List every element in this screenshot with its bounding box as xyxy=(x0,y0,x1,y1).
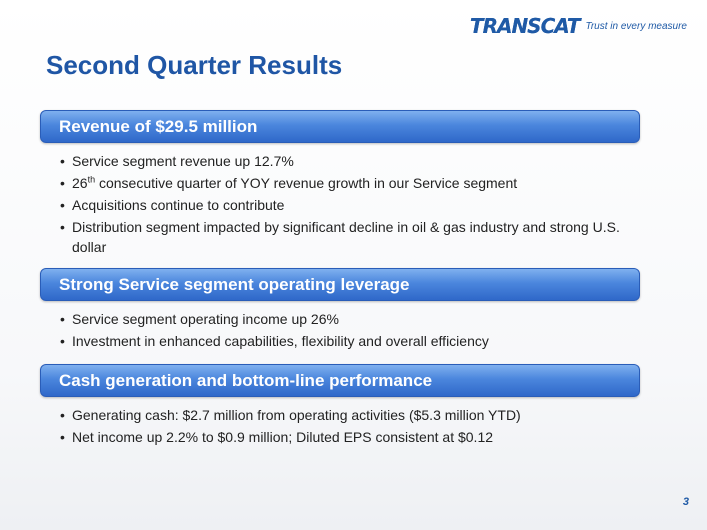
bullet-text-prefix: 26 xyxy=(72,175,88,191)
section-header-bar xyxy=(40,110,640,143)
section-heading: Strong Service segment operating leverage xyxy=(59,274,410,294)
bullet-item xyxy=(60,173,640,193)
section-revenue xyxy=(40,110,640,259)
bullet-item: • Service segment operating income up 26% xyxy=(60,309,640,329)
bullet-item: • Distribution segment impacted by significant decline in oil & gas industry and strong U.S. dollar xyxy=(60,217,640,257)
page-number: 3 xyxy=(682,496,689,508)
bullet-item: • Net income up 2.2% to $0.9 million; Diluted EPS consistent at $0.12 xyxy=(60,427,640,447)
logo-wordmark: TRANSCAT xyxy=(469,14,580,38)
bullet-item: • Acquisitions continue to contribute xyxy=(60,195,640,215)
bullet-list xyxy=(40,151,640,257)
section-heading: Revenue of $29.5 million xyxy=(59,116,258,136)
bullet-superscript: th xyxy=(87,174,96,185)
section-header-bar xyxy=(40,364,640,397)
bullet-item: • Investment in enhanced capabilities, flexibility and overall efficiency xyxy=(60,331,640,351)
transcat-logo xyxy=(470,14,687,38)
section-operating-leverage xyxy=(40,268,640,353)
slide-title: Second Quarter Results xyxy=(46,50,343,80)
section-heading: Cash generation and bottom-line performance xyxy=(59,370,433,390)
bullet-item: • Generating cash: $2.7 million from operating activities ($5.3 million YTD) xyxy=(60,405,640,425)
bullet-text-suffix: consecutive quarter of YOY revenue growth in our Service segment xyxy=(95,175,518,191)
section-header-bar xyxy=(40,268,640,301)
logo-tagline: Trust in every measure xyxy=(585,20,687,32)
bullet-list xyxy=(40,405,640,447)
bullet-item: • Service segment revenue up 12.7% xyxy=(60,151,640,171)
bullet-list xyxy=(40,309,640,351)
section-cash-generation xyxy=(40,364,640,449)
